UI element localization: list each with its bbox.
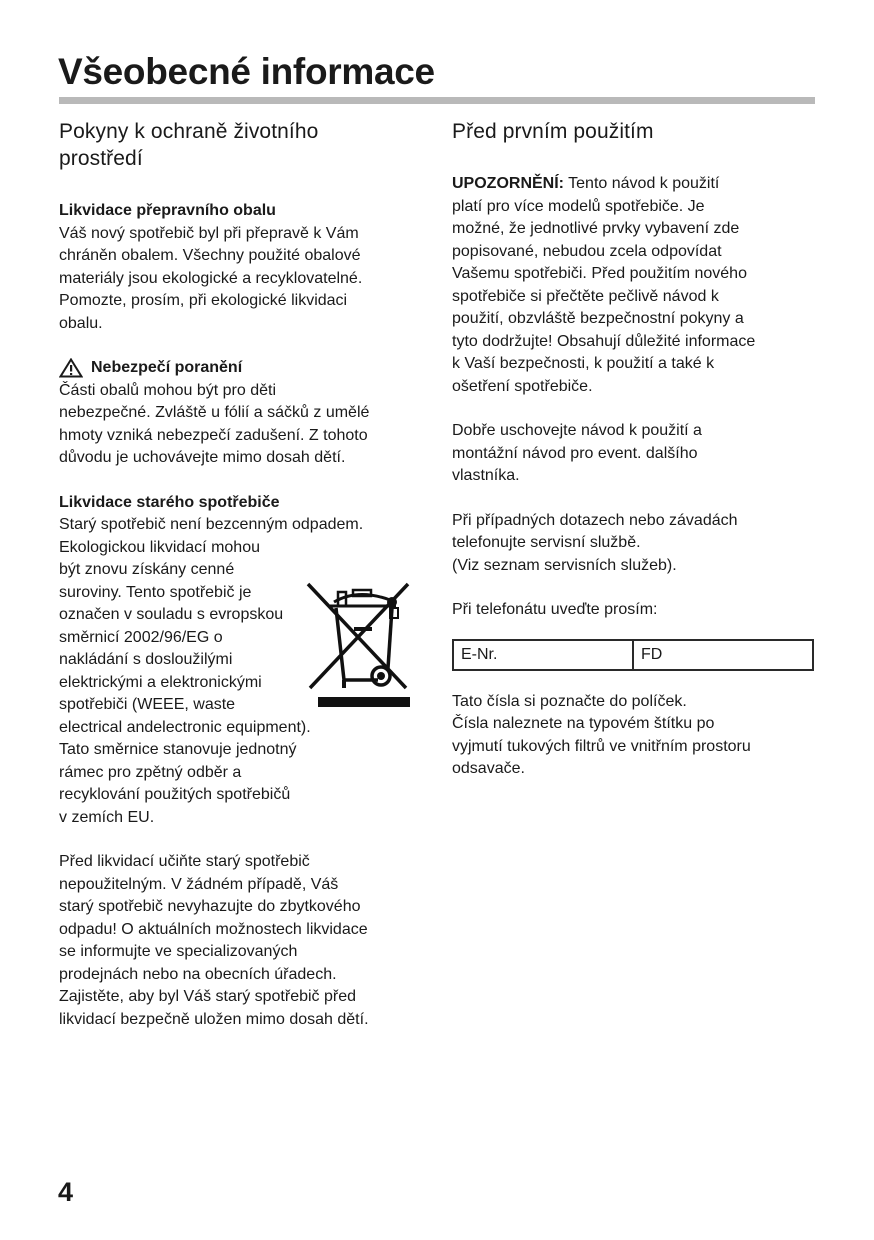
text-line: být znovu získány cenné <box>59 561 235 578</box>
text-line: označen v souladu s evropskou <box>59 606 284 623</box>
text-line: směrnicí 2002/96/EG o <box>59 628 223 646</box>
text-line: ošetření spotřebiče. <box>452 377 593 395</box>
old-appliance-block <box>59 492 429 830</box>
text-line: tyto dodržujte! Obsahují důležité informace <box>452 332 756 350</box>
text-line: materiály jsou ekologické a recyklovatelné. <box>59 269 363 287</box>
text-line: Čísla naleznete na typovém štítku po <box>452 715 715 732</box>
text-line: použití, obzvláště bezpečnostní pokyny a <box>452 310 744 327</box>
text-line: Před likvidací učiňte starý spotřebič <box>59 853 310 870</box>
notice-first-line <box>452 173 817 196</box>
text-line: spotřebiči (WEEE, waste <box>59 696 236 713</box>
text-line: chráněn obalem. Všechny použité obalové <box>59 247 361 264</box>
text-line: suroviny. Tento spotřebič je <box>59 583 252 601</box>
text-line: Při případných dotazech nebo závadách <box>452 511 738 529</box>
text-line: Dobře uschovejte návod k použití a <box>452 422 702 439</box>
text-line: Váš nový spotřebič byl při přepravě k Vám <box>59 224 359 242</box>
text-line: vlastníka. <box>452 467 520 484</box>
text-line: nebezpečné. Zvláště u fólií a sáčků z umělé <box>59 404 370 421</box>
warning-triangle-icon <box>59 358 83 378</box>
text-line: nepoužitelným. V žádném případě, Váš <box>59 875 339 893</box>
notice-block <box>452 173 817 398</box>
text-line: Pomozte, prosím, při ekologické likvidaci <box>59 292 348 309</box>
text-line: telefonujte servisní službě. <box>452 534 641 551</box>
old-appliance-subheading: Likvidace starého spotřebiče <box>59 493 280 511</box>
text-line: Starý spotřebič není bezcenným odpadem. <box>59 516 364 533</box>
notice-label: UPOZORNĚNÍ: <box>452 175 564 192</box>
text-line: se informujte ve specializovaných <box>59 943 298 960</box>
text-line: electrical andelectronic equipment). <box>59 718 311 736</box>
weee-crossed-bin-icon <box>304 580 412 712</box>
text-line: Vašemu spotřebiči. Před použitím nového <box>452 265 747 282</box>
text-line: Tato čísla si poznačte do políček. <box>452 692 687 710</box>
text-line: odsavače. <box>452 760 525 777</box>
fd-field: FD <box>641 645 663 663</box>
page-title: Všeobecné informace <box>58 51 435 92</box>
text-line: Ekologickou likvidací mohou <box>59 538 260 556</box>
section-heading-before-first-use: Před prvním použitím <box>452 120 654 143</box>
text-line: důvodu je uchovávejte mimo dosah dětí. <box>59 449 346 466</box>
appliance-id-table <box>452 639 814 671</box>
text-line: Zajistěte, aby byl Váš starý spotřebič před <box>59 988 357 1005</box>
keep-manual-block <box>452 420 817 488</box>
call-info-block <box>452 599 817 622</box>
injury-warning-block <box>59 357 429 470</box>
text-line: nakládání s dosloužilými <box>59 651 233 668</box>
rating-plate-info-block <box>452 691 817 781</box>
text-line: vyjmutí tukových filtrů ve vnitřním prostoru <box>452 737 751 755</box>
text-line: prodejnách nebo na obecních úřadech. <box>59 965 337 983</box>
text-line: likvidací bezpečně uložen mimo dosah dětí. <box>59 1010 369 1028</box>
text-line: hmoty vzniká nebezpečí zadušení. Z tohoto <box>59 426 368 444</box>
injury-subheading: Nebezpečí poranění <box>91 359 243 376</box>
text-line: k Vaší bezpečnosti, k použití a také k <box>452 355 715 372</box>
text-line: (Viz seznam servisních služeb). <box>452 556 677 574</box>
text-line: platí pro více modelů spotřebiče. Je <box>452 197 705 215</box>
text-line: recyklování použitých spotřebičů <box>59 786 291 803</box>
text-line: elektrickými a elektronickými <box>59 673 262 691</box>
text-line: rámec pro zpětný odběr a <box>59 763 242 781</box>
right-column <box>452 115 817 781</box>
text-line: odpadu! O aktuálních možnostech likvidace <box>59 920 368 938</box>
text-line: Při telefonátu uveďte prosím: <box>452 601 658 618</box>
text-line: Části obalů mohou být pro děti <box>59 381 277 399</box>
text-line: Tato směrnice stanovuje jednotný <box>59 741 297 758</box>
left-column <box>59 115 429 1031</box>
section-heading-environment: Pokyny k ochraně životního prostředí <box>59 120 319 170</box>
disposal-instructions-block <box>59 851 429 1031</box>
notice-first-line-text: Tento návod k použití <box>564 175 720 192</box>
service-contact-block <box>452 510 817 578</box>
text-line: popisované, nebudou zcela odpovídat <box>452 242 722 260</box>
title-divider <box>59 97 815 104</box>
text-line: možné, že jednotlivé prvky vybavení zde <box>452 220 740 237</box>
packaging-disposal-block <box>59 200 429 335</box>
packaging-subheading: Likvidace přepravního obalu <box>59 202 276 219</box>
e-nr-field: E-Nr. <box>454 641 634 669</box>
text-line: starý spotřebič nevyhazujte do zbytkového <box>59 898 361 915</box>
text-line: v zemích EU. <box>59 808 155 826</box>
text-line: spotřebiče si přečtěte pečlivě návod k <box>452 287 719 305</box>
page-number: 4 <box>58 1177 74 1207</box>
injury-subheading-row <box>59 357 429 380</box>
text-line: obalu. <box>59 314 103 332</box>
text-line: montážní návod pro event. dalšího <box>452 444 698 462</box>
